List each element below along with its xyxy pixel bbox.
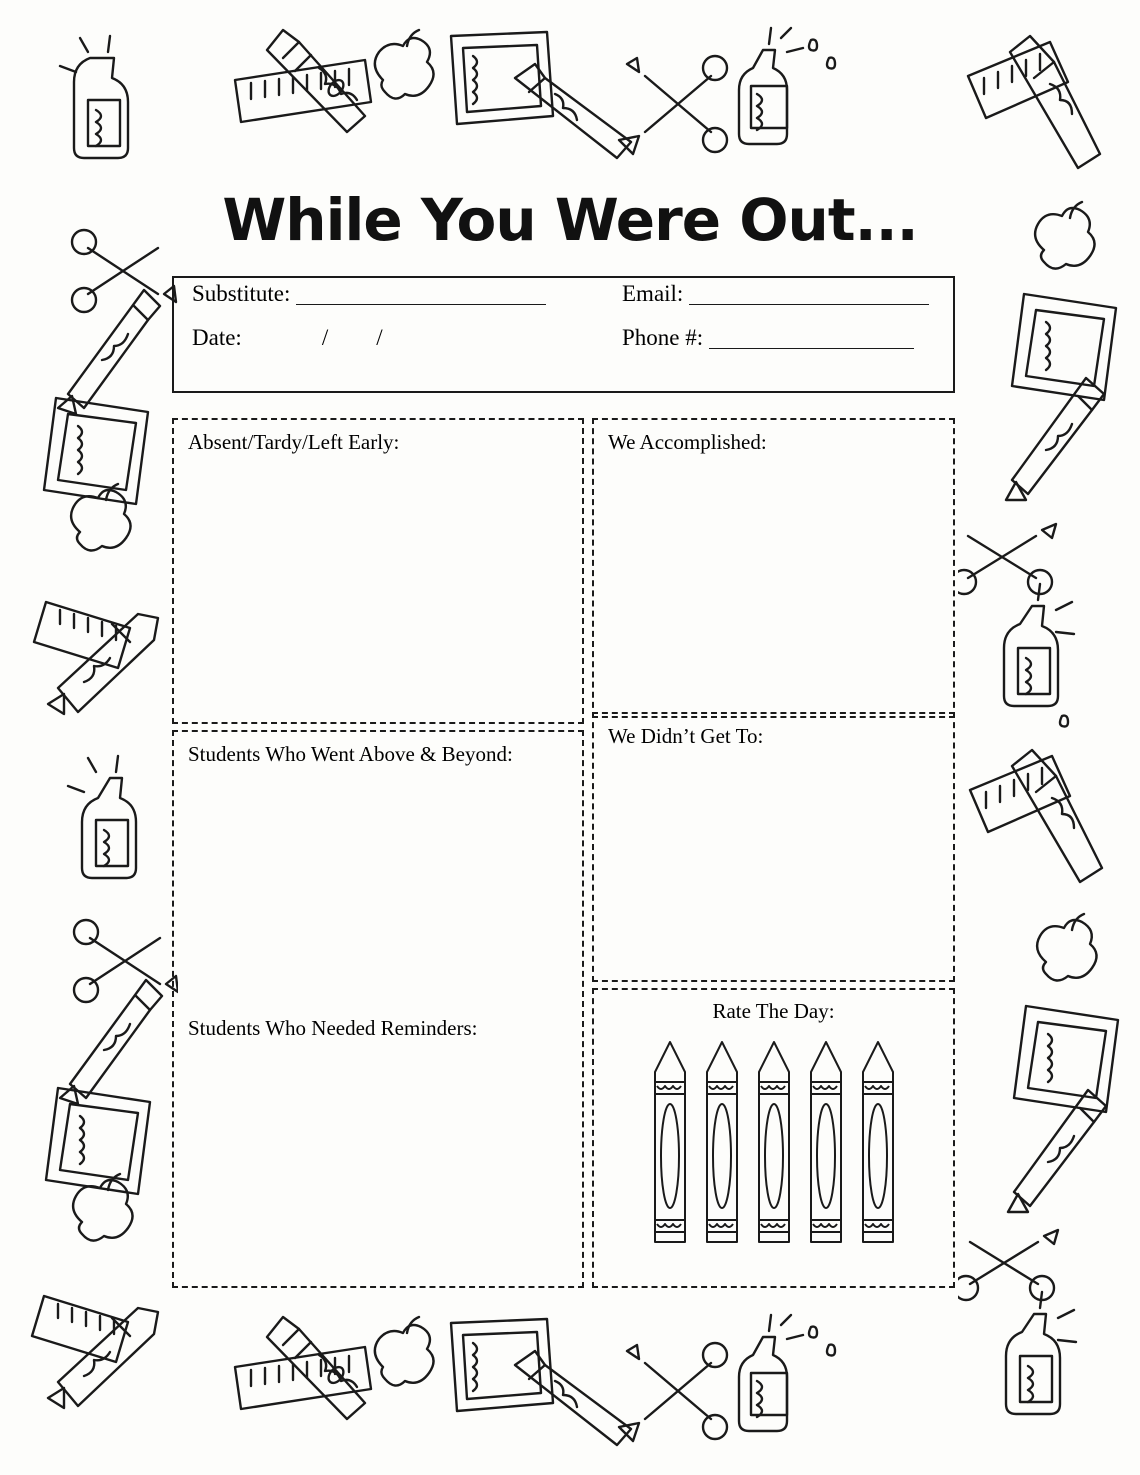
pencil-icon bbox=[515, 1351, 639, 1445]
pencil-icon bbox=[515, 64, 639, 158]
scissors-icon bbox=[74, 920, 178, 1002]
rating-crayon-row[interactable] bbox=[594, 1038, 953, 1248]
glue-bottle-icon bbox=[739, 1315, 835, 1431]
apple-icon bbox=[375, 30, 434, 99]
panel-absent-tardy-left-early[interactable] bbox=[172, 418, 584, 724]
ruler-icon bbox=[32, 1296, 128, 1362]
date-separator-1: / bbox=[321, 325, 329, 350]
crayon-icon bbox=[267, 1317, 365, 1419]
ruler-icon bbox=[968, 42, 1068, 118]
page-title: While You Were Out... bbox=[222, 186, 918, 254]
scissors-icon bbox=[627, 56, 727, 152]
crayon-icon[interactable] bbox=[803, 1038, 849, 1248]
phone-field[interactable] bbox=[622, 326, 914, 349]
panel-label-we-accomplished: We Accomplished: bbox=[608, 430, 767, 454]
crayon-icon bbox=[1012, 750, 1102, 882]
substitute-input[interactable] bbox=[296, 285, 546, 305]
apple-icon bbox=[375, 1317, 434, 1386]
panel-we-accomplished[interactable] bbox=[592, 418, 955, 718]
ruler-icon bbox=[235, 60, 371, 122]
email-label: Email: bbox=[622, 281, 684, 306]
crayon-icon[interactable] bbox=[647, 1038, 693, 1248]
date-field[interactable] bbox=[192, 326, 429, 349]
substitute-field[interactable] bbox=[192, 282, 546, 305]
panel-we-didnt-get-to[interactable] bbox=[592, 712, 955, 982]
email-field[interactable] bbox=[622, 282, 929, 305]
border-art-top bbox=[215, 20, 925, 160]
panel-students-above-and-beyond[interactable] bbox=[172, 730, 584, 1288]
ruler-icon bbox=[235, 1347, 371, 1409]
crayon-icon[interactable] bbox=[699, 1038, 745, 1248]
date-separator-2: / bbox=[376, 325, 383, 350]
pencil-icon bbox=[60, 980, 162, 1104]
header-info-box bbox=[172, 276, 955, 393]
crayon-icon[interactable] bbox=[751, 1038, 797, 1248]
glue-bottle-icon bbox=[739, 28, 835, 144]
date-label: Date: bbox=[192, 325, 242, 350]
eraser-icon bbox=[451, 1319, 553, 1411]
glue-bottle-icon bbox=[1004, 584, 1074, 727]
scissors-icon bbox=[958, 1230, 1058, 1300]
eraser-icon bbox=[46, 1088, 150, 1194]
crayon-icon bbox=[1010, 36, 1100, 168]
eraser-icon bbox=[44, 398, 148, 504]
panel-label-we-didnt-get-to: We Didn’t Get To: bbox=[608, 724, 764, 748]
eraser-icon bbox=[1014, 1006, 1118, 1112]
crayon-icon bbox=[267, 30, 365, 132]
email-input[interactable] bbox=[689, 285, 929, 305]
substitute-label: Substitute: bbox=[192, 281, 291, 306]
ruler-icon bbox=[34, 602, 130, 668]
border-art-bottom bbox=[215, 1307, 925, 1447]
ruler-icon bbox=[970, 756, 1070, 832]
scissors-icon bbox=[958, 524, 1056, 594]
phone-input[interactable] bbox=[709, 329, 914, 349]
eraser-icon bbox=[1012, 294, 1116, 400]
phone-label: Phone #: bbox=[622, 325, 704, 350]
pencil-icon bbox=[1008, 1090, 1106, 1212]
apple-icon bbox=[71, 484, 130, 551]
crayon-icon[interactable] bbox=[855, 1038, 901, 1248]
glue-bottle-icon bbox=[60, 36, 128, 158]
apple-icon bbox=[73, 1174, 132, 1241]
panel-label-above-and-beyond: Students Who Went Above & Beyond: bbox=[188, 742, 513, 766]
eraser-icon bbox=[451, 32, 553, 124]
glue-bottle-icon bbox=[1006, 1292, 1076, 1414]
panel-rate-the-day[interactable] bbox=[592, 988, 955, 1288]
glue-bottle-icon bbox=[68, 756, 136, 878]
scissors-icon bbox=[627, 1343, 727, 1439]
panel-label-needed-reminders: Students Who Needed Reminders: bbox=[188, 1016, 478, 1040]
crayon-icon bbox=[48, 1308, 158, 1408]
panel-label-absent: Absent/Tardy/Left Early: bbox=[188, 430, 400, 454]
pencil-icon bbox=[58, 290, 160, 414]
crayon-icon bbox=[48, 614, 158, 714]
pencil-icon bbox=[1006, 378, 1104, 500]
apple-icon bbox=[1037, 914, 1096, 981]
rate-the-day-label: Rate The Day: bbox=[712, 999, 835, 1023]
